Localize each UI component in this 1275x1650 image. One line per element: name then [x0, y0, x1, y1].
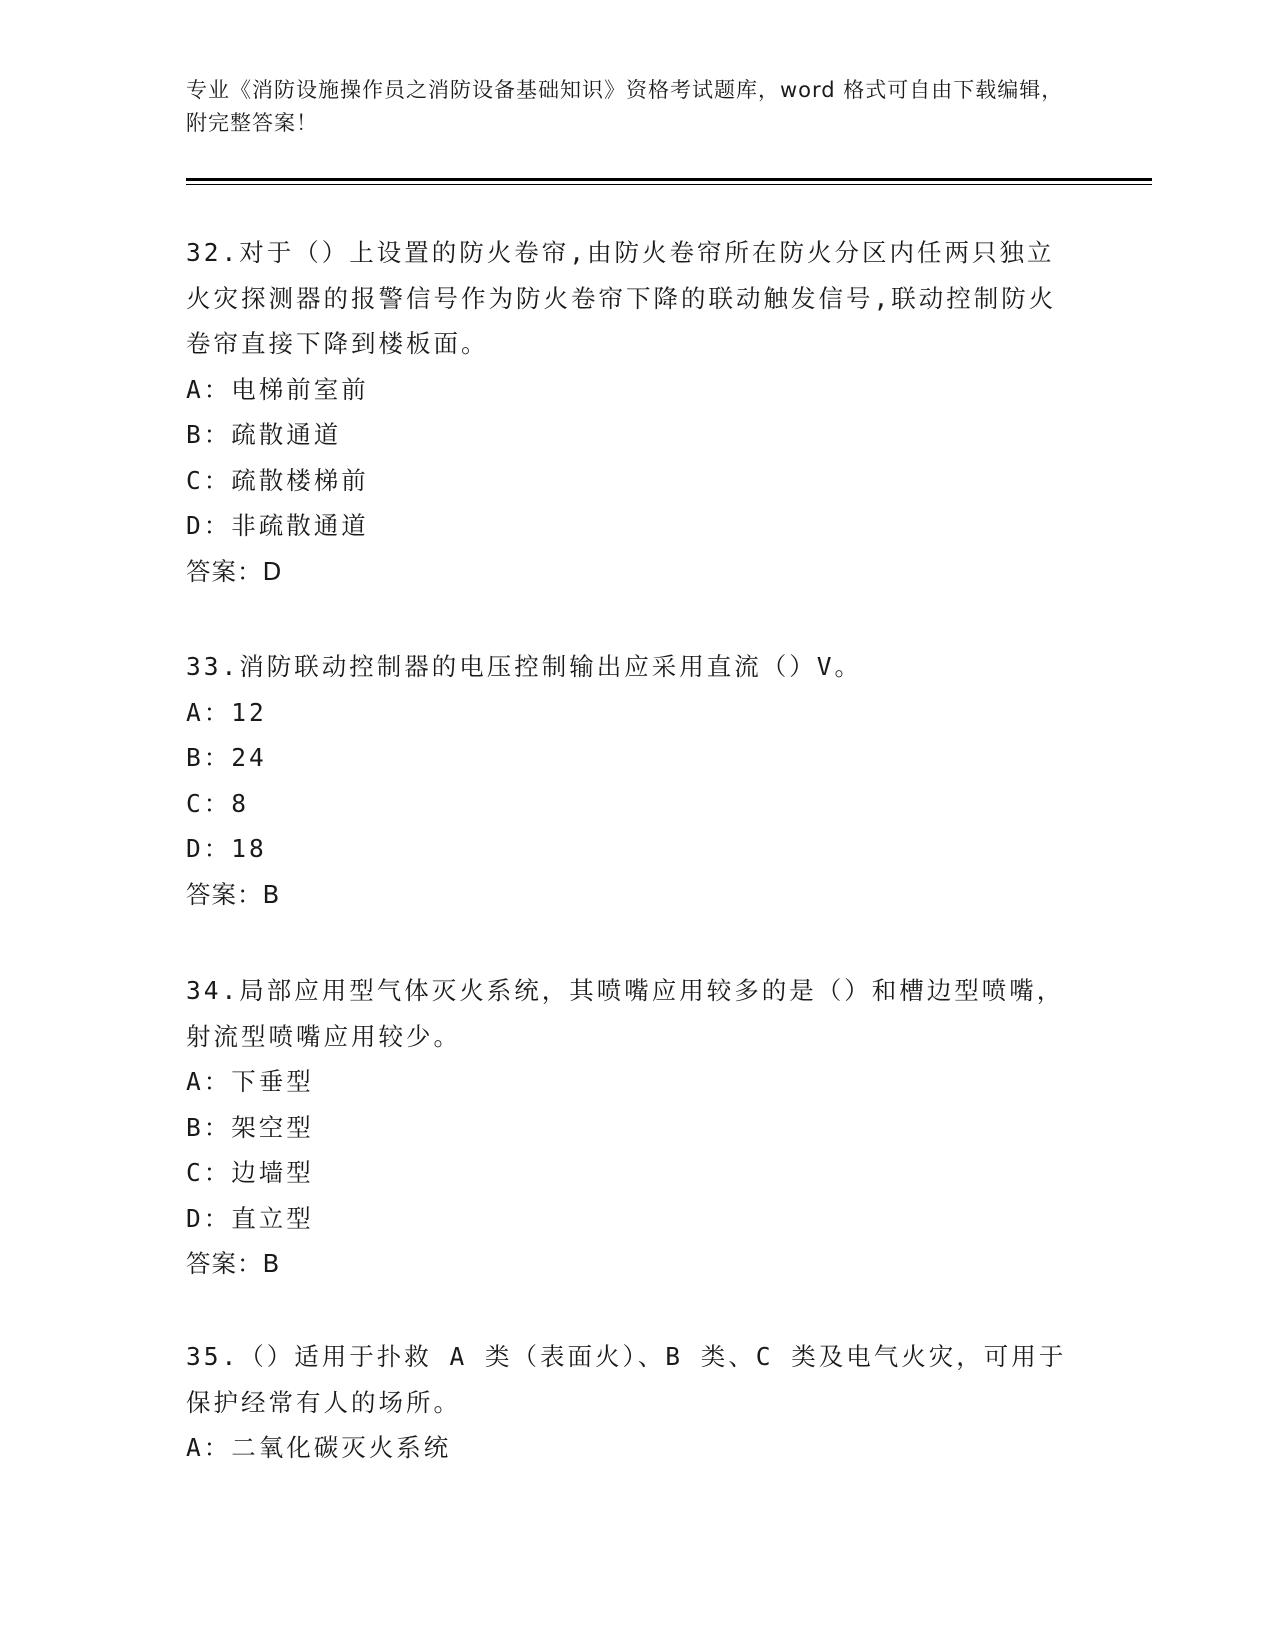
- header-divider-thick: [186, 178, 1152, 181]
- question-stem: 33.消防联动控制器的电压控制输出应采用直流（）V。: [186, 652, 862, 681]
- option-b: B：24: [186, 743, 267, 772]
- option-a: A：二氧化碳灭火系统: [186, 1433, 452, 1462]
- document-header: 专业《消防设施操作员之消防设备基础知识》资格考试题库，word 格式可自由下载编辑，附完整答案！: [186, 78, 1064, 135]
- option-d: D：非疏散通道: [186, 511, 369, 540]
- answer: 答案：B: [186, 1249, 281, 1278]
- option-b: B：架空型: [186, 1112, 314, 1142]
- option-c: C：8: [186, 788, 250, 818]
- question-35: [186, 1334, 1076, 1471]
- option-d: D：直立型: [186, 1203, 314, 1233]
- question-32: [186, 230, 1076, 594]
- option-a: A：电梯前室前: [186, 374, 369, 404]
- option-a: A：12: [186, 697, 267, 727]
- option-a: A：下垂型: [186, 1067, 314, 1096]
- header-divider-thin: [186, 184, 1152, 185]
- answer: 答案：D: [186, 556, 283, 586]
- option-d: D：18: [186, 834, 267, 863]
- answer: 答案：B: [186, 879, 281, 909]
- question-stem: 35.（）适用于扑救 A 类（表面火）、B 类、C 类及电气火灾，可用于保护经常有人的场所。: [186, 1342, 1067, 1417]
- question-stem: 32.对于（）上设置的防火卷帘,由防火卷帘所在防火分区内任两只独立火灾探测器的报警信号作为防火卷帘下降的联动触发信号,联动控制防火卷帘直接下降到楼板面。: [186, 238, 1057, 358]
- question-34: [186, 968, 1076, 1287]
- option-c: C：边墙型: [186, 1158, 314, 1187]
- question-stem: 34.局部应用型气体灭火系统，其喷嘴应用较多的是（）和槽边型喷嘴，射流型喷嘴应用较少。: [186, 976, 1065, 1051]
- question-33: [186, 644, 1076, 917]
- option-b: B：疏散通道: [186, 420, 342, 449]
- option-c: C：疏散楼梯前: [186, 465, 369, 495]
